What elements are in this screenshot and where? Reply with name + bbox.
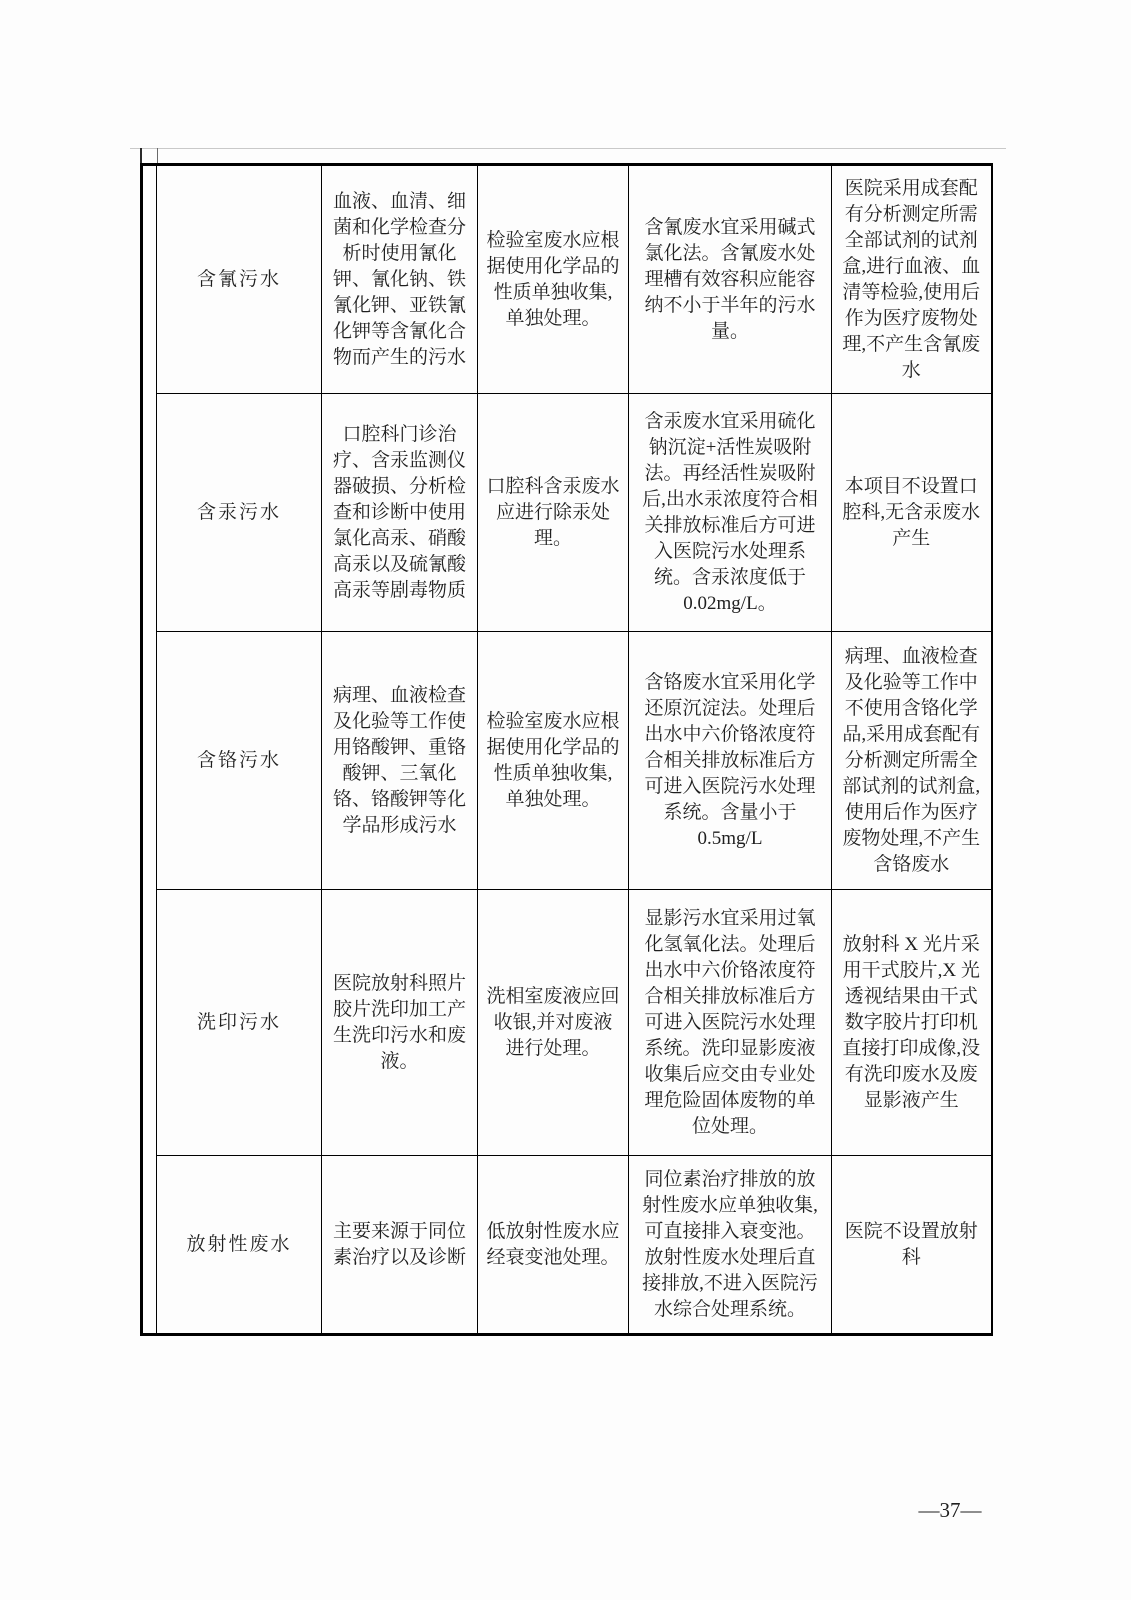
note-cell: 病理、血液检查及化验等工作中不使用含铬化学品,采用成套配有分析测定所需全部试剂的试剂盒,使用后作为医疗废物处理,不产生含铬废水 <box>832 632 992 890</box>
continuation-column-extension <box>140 148 158 164</box>
wastewater-table <box>140 163 993 1336</box>
category-cell: 洗印污水 <box>157 890 322 1156</box>
table-row <box>142 165 992 394</box>
page-number: —37— <box>918 1498 982 1522</box>
treatment-cell: 显影污水宜采用过氧化氢氧化法。处理后出水中六价铬浓度符合相关排放标准后方可进入医院污水处理系统。洗印显影废液收集后应交由专业处理危险固体废物的单位处理。 <box>629 890 832 1156</box>
treatment-cell: 含铬废水宜采用化学还原沉淀法。处理后出水中六价铬浓度符合相关排放标准后方可进入医院污水处理系统。含量小于 0.5mg/L <box>629 632 832 890</box>
source-cell: 医院放射科照片胶片洗印加工产生洗印污水和废液。 <box>322 890 478 1156</box>
source-cell: 主要来源于同位素治疗以及诊断 <box>322 1156 478 1335</box>
note-cell: 放射科 X 光片采用干式胶片,X 光透视结果由干式数字胶片打印机直接打印成像,没有洗印废水及废显影液产生 <box>832 890 992 1156</box>
collection-cell: 低放射性废水应经衰变池处理。 <box>478 1156 629 1335</box>
treatment-cell: 含氰废水宜采用碱式氯化法。含氰废水处理槽有效容积应能容纳不小于半年的污水量。 <box>629 165 832 394</box>
table-row <box>142 632 992 890</box>
table-row <box>142 394 992 632</box>
scan-hairline <box>130 148 1006 149</box>
note-cell: 本项目不设置口腔科,无含汞废水产生 <box>832 394 992 632</box>
source-cell: 口腔科门诊治疗、含汞监测仪器破损、分析检查和诊断中使用氯化高汞、硝酸高汞以及硫氰酸高汞等剧毒物质 <box>322 394 478 632</box>
table-row <box>142 1156 992 1335</box>
continuation-spacer-cell <box>142 165 157 1335</box>
collection-cell: 洗相室废液应回收银,并对废液进行处理。 <box>478 890 629 1156</box>
category-cell: 放射性废水 <box>157 1156 322 1335</box>
source-cell: 血液、血清、细菌和化学检查分析时使用氰化钾、氰化钠、铁氰化钾、亚铁氰化钾等含氰化合物而产生的污水 <box>322 165 478 394</box>
category-cell: 含铬污水 <box>157 632 322 890</box>
treatment-cell: 同位素治疗排放的放射性废水应单独收集,可直接排入衰变池。放射性废水处理后直接排放,不进入医院污水综合处理系统。 <box>629 1156 832 1335</box>
source-cell: 病理、血液检查及化验等工作使用铬酸钾、重铬酸钾、三氧化铬、铬酸钾等化学品形成污水 <box>322 632 478 890</box>
collection-cell: 检验室废水应根据使用化学品的性质单独收集,单独处理。 <box>478 165 629 394</box>
note-cell: 医院采用成套配有分析测定所需全部试剂的试剂盒,进行血液、血清等检验,使用后作为医疗废物处理,不产生含氰废水 <box>832 165 992 394</box>
category-cell: 含氰污水 <box>157 165 322 394</box>
note-cell: 医院不设置放射科 <box>832 1156 992 1335</box>
treatment-cell: 含汞废水宜采用硫化钠沉淀+活性炭吸附法。再经活性炭吸附后,出水汞浓度符合相关排放标准后方可进入医院污水处理系统。含汞浓度低于0.02mg/L。 <box>629 394 832 632</box>
collection-cell: 检验室废水应根据使用化学品的性质单独收集,单独处理。 <box>478 632 629 890</box>
collection-cell: 口腔科含汞废水应进行除汞处理。 <box>478 394 629 632</box>
category-cell: 含汞污水 <box>157 394 322 632</box>
table-row <box>142 890 992 1156</box>
